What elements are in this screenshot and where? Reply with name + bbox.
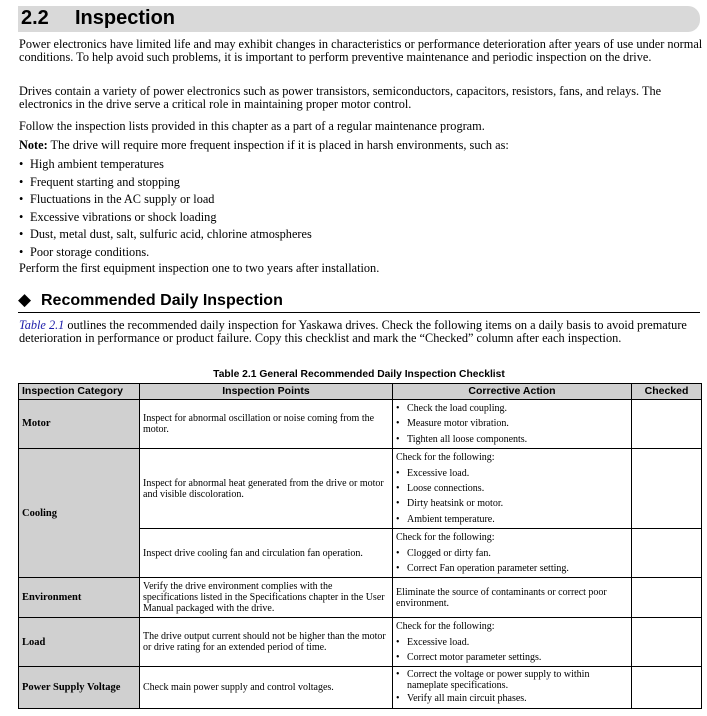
bullet-icon: •: [396, 562, 400, 574]
bullet-icon: •: [396, 403, 400, 414]
note-label: Note:: [19, 138, 48, 152]
corrective-action: Check for the following: • Excessive load. • Loose connections. • Dirty heatsink or motor. • Ambient temperature.: [393, 449, 632, 529]
category-motor: Motor: [19, 400, 140, 449]
table-caption: Table 2.1 General Recommended Daily Inspection Checklist: [213, 369, 505, 380]
list-item: • Frequent starting and stopping: [19, 174, 180, 189]
daily-inspection-paragraph: Table 2.1 outlines the recommended daily inspection for Yaskawa drives. Check the following items on a daily basis to avoid premature deterioration in performance or product failure. Copy this checklist and mark the “Checked” column after each inspection.: [19, 318, 687, 346]
corrective-action: • Check the load coupling. • Measure motor vibration. • Tighten all loose components.: [393, 400, 632, 449]
bullet-icon: •: [396, 669, 400, 681]
column-header: Inspection Points: [140, 384, 393, 400]
table-header-row: [19, 384, 702, 400]
subsection-heading: [18, 290, 700, 313]
inspection-point: Check main power supply and control voltages.: [140, 667, 393, 709]
bullet-icon: •: [19, 209, 24, 224]
bullet-icon: •: [19, 244, 24, 259]
inspection-point: The drive output current should not be higher than the motor or drive rating for an extended period of time.: [140, 618, 393, 667]
category-environment: Environment: [19, 578, 140, 618]
checked-cell[interactable]: [632, 400, 702, 449]
checked-cell[interactable]: [632, 667, 702, 709]
bullet-icon: •: [19, 157, 24, 171]
list-item: • Poor storage conditions.: [19, 244, 150, 259]
bullet-icon: •: [396, 498, 400, 510]
bullet-icon: •: [396, 433, 400, 445]
corrective-action: Check for the following: • Excessive load. • Correct motor parameter settings.: [393, 618, 632, 667]
table-reference-link[interactable]: Table 2.1: [19, 318, 65, 332]
note-text: The drive will require more frequent inspection if it is placed in harsh environments, such as:: [47, 138, 509, 152]
corrective-action: • Correct the voltage or power supply to within nameplate specifications. • Verify all main circuit phases.: [393, 667, 632, 709]
inspection-point: Verify the drive environment complies with the specifications listed in the Specifications chapter in the User Manual packaged with the drive.: [140, 578, 393, 618]
bullet-icon: •: [396, 652, 400, 664]
inspection-point: Inspect for abnormal oscillation or noise coming from the motor.: [140, 400, 393, 449]
subsection-title: Recommended Daily Inspection: [41, 292, 283, 309]
bullet-icon: •: [396, 693, 400, 705]
bullet-icon: •: [396, 547, 400, 559]
first-inspection-note: Perform the first equipment inspection one to two years after installation.: [19, 261, 380, 275]
bullet-icon: •: [396, 636, 400, 648]
inspection-checklist-table: [18, 383, 702, 709]
category-load: Load: [19, 618, 140, 667]
section-heading: [18, 6, 700, 32]
section-number: 2.2: [21, 7, 49, 29]
column-header: Checked: [632, 384, 702, 400]
checked-cell[interactable]: [632, 449, 702, 529]
checked-cell[interactable]: [632, 578, 702, 618]
list-item: • Excessive vibrations or shock loading: [19, 209, 217, 224]
bullet-icon: •: [19, 192, 24, 206]
inspection-point: Inspect for abnormal heat generated from the drive or motor and visible discoloration.: [140, 449, 393, 529]
table-row: [19, 400, 702, 449]
bullet-icon: •: [396, 513, 400, 525]
corrective-action: Eliminate the source of contaminants or correct poor environment.: [393, 578, 632, 618]
checked-cell[interactable]: [632, 618, 702, 667]
section-title: Inspection: [75, 7, 176, 29]
list-item: • High ambient temperatures: [19, 157, 164, 171]
category-power-supply-voltage: Power Supply Voltage: [19, 667, 140, 709]
bullet-icon: •: [396, 482, 400, 494]
column-header: Inspection Category: [19, 384, 140, 400]
intro-paragraph-1: Power electronics have limited life and may exhibit changes in characteristics or performance deterioration after years of use under normal conditions. To help avoid such problems, it is important to perform preventive maintenance and periodic inspection on the drive.: [19, 37, 703, 65]
harsh-environment-list: [19, 156, 699, 261]
intro-paragraph-3: Follow the inspection lists provided in this chapter as a part of a regular maintenance program.: [19, 119, 485, 133]
corrective-action: Check for the following: • Clogged or dirty fan. • Correct Fan operation parameter setting.: [393, 529, 632, 578]
inspection-point: Inspect drive cooling fan and circulation fan operation.: [140, 529, 393, 578]
table-row: [19, 667, 702, 709]
column-header: Corrective Action: [393, 384, 632, 400]
intro-paragraph-2: Drives contain a variety of power electronics such as power transistors, semiconductors, capacitors, resistors, fans, and relays. The electronics in the drive serve a critical role in maintaining proper motor control.: [19, 84, 662, 112]
list-item: • Dust, metal dust, salt, sulfuric acid, chlorine atmospheres: [19, 227, 312, 241]
note-paragraph: [19, 139, 703, 152]
table-row: [19, 618, 702, 667]
bullet-icon: •: [19, 227, 24, 241]
table-row: [19, 578, 702, 618]
table-row: [19, 449, 702, 529]
category-cooling: Cooling: [19, 449, 140, 578]
list-item: • Fluctuations in the AC supply or load: [19, 192, 215, 206]
bullet-icon: •: [19, 174, 24, 189]
bullet-icon: •: [396, 418, 400, 430]
bullet-icon: •: [396, 467, 400, 479]
diamond-icon: ◆: [18, 290, 32, 310]
checked-cell[interactable]: [632, 529, 702, 578]
